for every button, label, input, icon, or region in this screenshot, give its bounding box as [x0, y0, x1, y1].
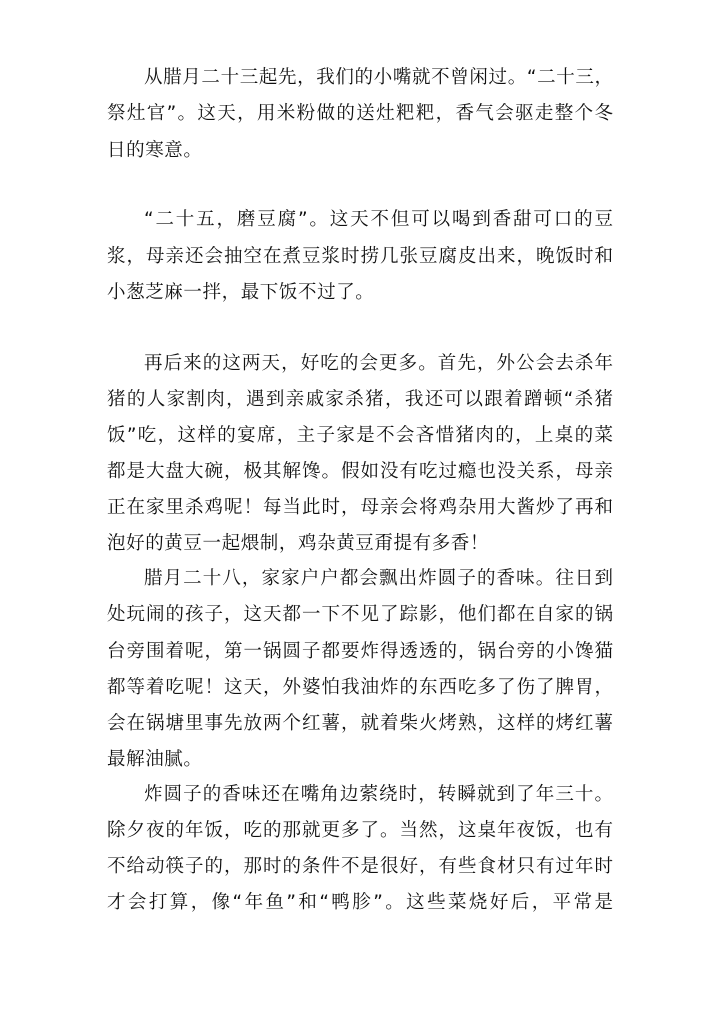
text-line: 腊月二十八，家家户户都会飘出炸圆子的香味。往日到: [144, 568, 613, 589]
text-line: 再后来的这两天，好吃的会更多。首先，外公会去杀年: [144, 353, 613, 374]
text-line: 除夕夜的年饭，吃的那就更多了。当然，这桌年夜饭，也有: [107, 820, 613, 841]
text-line: 浆，母亲还会抽空在煮豆浆时捞几张豆腐皮出来，晚饭时和: [107, 246, 613, 267]
text-line: 猪的人家割肉，遇到亲戚家杀猪，我还可以跟着蹭顿“杀猪: [107, 389, 613, 410]
text-line: 都是大盘大碗，极其解馋。假如没有吃过瘾也没关系，母亲: [107, 461, 613, 482]
text-line: 炸圆子的香味还在嘴角边萦绕时，转瞬就到了年三十。: [144, 784, 613, 805]
text-line: 不给动筷子的，那时的条件不是很好，有些食材只有过年时: [107, 856, 613, 877]
text-line: 都等着吃呢！这天，外婆怕我油炸的东西吃多了伤了脾胃，: [107, 677, 613, 698]
text-line: “二十五，磨豆腐”。这天不但可以喝到香甜可口的豆: [144, 209, 613, 230]
text-line: 才会打算，像“年鱼”和“鸭胗”。这些菜烧好后，平常是: [107, 892, 613, 913]
text-line: 台旁围着呢，第一锅圆子都要炸得透透的，锅台旁的小馋猫: [107, 641, 613, 662]
text-line: 最解油腻。: [107, 749, 203, 770]
text-line: 饭”吃，这样的宴席，主子家是不会吝惜猪肉的，上桌的菜: [107, 425, 613, 446]
text-line: 祭灶官”。这天，用米粉做的送灶粑粑，香气会驱走整个冬: [107, 103, 613, 124]
text-line: 泡好的黄豆一起煨制，鸡杂黄豆甭提有多香！: [107, 533, 490, 554]
text-line: 日的寒意。: [107, 140, 203, 161]
text-line: 从腊月二十三起先，我们的小嘴就不曾闲过。“二十三，: [144, 67, 613, 88]
text-line: 正在家里杀鸡呢！每当此时，母亲会将鸡杂用大酱炒了再和: [107, 497, 613, 518]
text-line: 会在锅塘里事先放两个红薯，就着柴火烤熟，这样的烤红薯: [107, 713, 613, 734]
text-line: 处玩闹的孩子，这天都一下不见了踪影，他们都在自家的锅: [107, 604, 613, 625]
text-line: 小葱芝麻一拌，最下饭不过了。: [107, 282, 375, 303]
